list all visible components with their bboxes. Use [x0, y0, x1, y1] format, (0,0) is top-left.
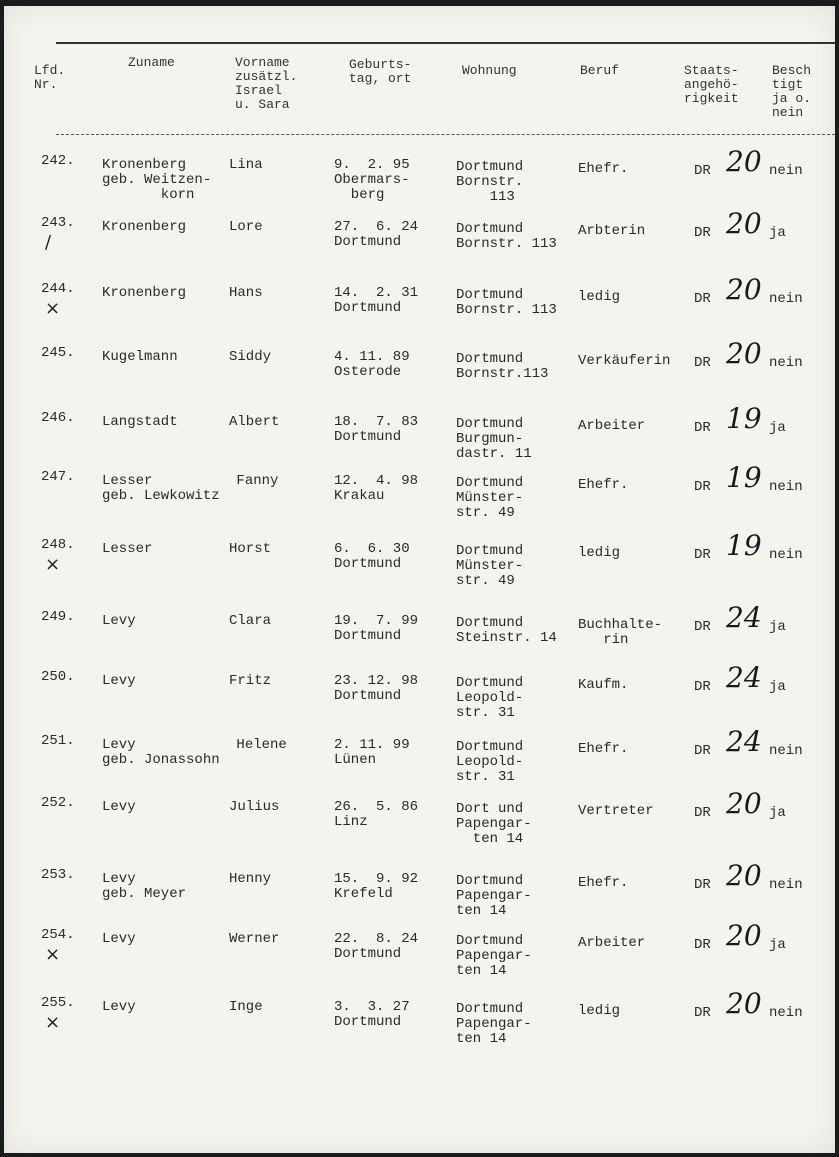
citizenship-cell: DR	[694, 1005, 711, 1021]
entry-number: 252.	[41, 795, 75, 811]
firstname-cell: Julius	[229, 799, 280, 815]
surname-cell: Levy	[102, 931, 136, 947]
entry-number: 242.	[41, 153, 75, 169]
cross-mark: ×	[45, 944, 61, 965]
handwritten-number: 19	[726, 529, 762, 562]
citizenship-cell: DR	[694, 355, 711, 371]
handwritten-number: 20	[726, 145, 762, 178]
handwritten-number: 20	[726, 919, 762, 952]
surname-cell: Lesser Fanny geb. Lewkowitz	[102, 473, 279, 504]
table-row	[4, 207, 835, 276]
address-cell: Dortmund Steinstr. 14	[456, 615, 557, 646]
handwritten-number: 20	[726, 987, 762, 1020]
birth-cell: 14. 2. 31 Dortmund	[334, 285, 419, 316]
header-bottom-rule	[56, 134, 835, 135]
address-cell: Dortmund Bornstr. 113	[456, 221, 557, 252]
entry-number: 255.	[41, 995, 75, 1011]
surname-cell: Kronenberg	[102, 285, 187, 301]
entry-number: 248.	[41, 537, 75, 553]
occupation-cell: Buchhalte- rin	[578, 617, 663, 648]
employed-cell: ja	[769, 619, 786, 635]
header-geburt: Geburts- tag, ort	[349, 57, 412, 86]
table-row	[4, 529, 835, 598]
handwritten-number: 19	[726, 461, 762, 494]
address-cell: Dortmund Burgmun- dastr. 11	[456, 416, 532, 462]
birth-cell: 22. 8. 24 Dortmund	[334, 931, 419, 962]
occupation-cell: Ehefr.	[578, 477, 629, 493]
address-cell: Dortmund Bornstr.113	[456, 351, 549, 382]
employed-cell: ja	[769, 937, 786, 953]
header-wohnung: Wohnung	[462, 63, 517, 78]
birth-cell: 6. 6. 30 Dortmund	[334, 541, 410, 572]
employed-cell: ja	[769, 679, 786, 695]
employed-cell: nein	[769, 743, 803, 759]
entry-number: 249.	[41, 609, 75, 625]
surname-cell: Levy	[102, 999, 136, 1015]
firstname-cell: Werner	[229, 931, 280, 947]
entry-number: 246.	[41, 410, 75, 426]
citizenship-cell: DR	[694, 937, 711, 953]
employed-cell: nein	[769, 547, 803, 563]
cross-mark: /	[45, 232, 52, 253]
firstname-cell: Henny	[229, 871, 272, 887]
address-cell: Dortmund Papengar- ten 14	[456, 873, 532, 919]
table-row	[4, 987, 835, 1056]
handwritten-number: 20	[726, 787, 762, 820]
occupation-cell: Kaufm.	[578, 677, 629, 693]
surname-cell: Lesser	[102, 541, 153, 557]
handwritten-number: 20	[726, 207, 762, 240]
birth-cell: 18. 7. 83 Dortmund	[334, 414, 419, 445]
firstname-cell: Siddy	[229, 349, 272, 365]
birth-cell: 19. 7. 99 Dortmund	[334, 613, 419, 644]
address-cell: Dortmund Leopold- str. 31	[456, 675, 524, 721]
cross-mark: ×	[45, 1012, 61, 1033]
firstname-cell: Hans	[229, 285, 263, 301]
header-besch: Besch tigt ja o. nein	[772, 63, 812, 120]
occupation-cell: Arbeiter	[578, 935, 646, 951]
address-cell: Dortmund Papengar- ten 14	[456, 933, 532, 979]
birth-cell: 26. 5. 86 Linz	[334, 799, 419, 830]
citizenship-cell: DR	[694, 225, 711, 241]
address-cell: Dortmund Bornstr. 113	[456, 159, 524, 205]
table-row	[4, 787, 835, 856]
birth-cell: 4. 11. 89 Osterode	[334, 349, 410, 380]
entry-number: 254.	[41, 927, 75, 943]
table-row	[4, 725, 835, 794]
handwritten-number: 20	[726, 337, 762, 370]
address-cell: Dortmund Münster- str. 49	[456, 475, 524, 521]
surname-cell: Levy geb. Meyer	[102, 871, 187, 902]
firstname-cell: Lina	[229, 157, 263, 173]
citizenship-cell: DR	[694, 679, 711, 695]
handwritten-number: 19	[726, 402, 762, 435]
document-page	[4, 6, 835, 1153]
citizenship-cell: DR	[694, 805, 711, 821]
citizenship-cell: DR	[694, 291, 711, 307]
address-cell: Dortmund Leopold- str. 31	[456, 739, 524, 785]
table-row	[4, 461, 835, 530]
entry-number: 244.	[41, 281, 75, 297]
occupation-cell: Ehefr.	[578, 161, 629, 177]
occupation-cell: Ehefr.	[578, 741, 629, 757]
birth-cell: 15. 9. 92 Krefeld	[334, 871, 419, 902]
firstname-cell: Fritz	[229, 673, 272, 689]
citizenship-cell: DR	[694, 619, 711, 635]
handwritten-number: 24	[726, 661, 762, 694]
header-staat: Staats- angehö- rigkeit	[684, 63, 739, 106]
surname-cell: Levy	[102, 613, 136, 629]
header-top-rule	[56, 42, 835, 44]
table-row	[4, 402, 835, 471]
entry-number: 253.	[41, 867, 75, 883]
surname-cell: Kugelmann	[102, 349, 178, 365]
employed-cell: nein	[769, 291, 803, 307]
citizenship-cell: DR	[694, 547, 711, 563]
surname-cell: Levy	[102, 673, 136, 689]
surname-cell: Kronenberg geb. Weitzen- korn	[102, 157, 212, 203]
birth-cell: 3. 3. 27 Dortmund	[334, 999, 410, 1030]
firstname-cell: Lore	[229, 219, 263, 235]
handwritten-number: 20	[726, 859, 762, 892]
header-zuname: Zuname	[128, 55, 175, 70]
table-row	[4, 661, 835, 730]
header-beruf: Beruf	[580, 63, 620, 78]
citizenship-cell: DR	[694, 163, 711, 179]
employed-cell: nein	[769, 877, 803, 893]
occupation-cell: Arbterin	[578, 223, 646, 239]
table-row	[4, 919, 835, 988]
header-vorname: Vorname zusätzl. Israel u. Sara	[235, 55, 298, 112]
entry-number: 251.	[41, 733, 75, 749]
birth-cell: 12. 4. 98 Krakau	[334, 473, 419, 504]
occupation-cell: Verkäuferin	[578, 353, 671, 369]
occupation-cell: Vertreter	[578, 803, 654, 819]
address-cell: Dortmund Münster- str. 49	[456, 543, 524, 589]
table-row	[4, 859, 835, 928]
employed-cell: nein	[769, 1005, 803, 1021]
cross-mark: ×	[45, 554, 61, 575]
occupation-cell: ledig	[578, 1003, 621, 1019]
table-row	[4, 337, 835, 406]
birth-cell: 2. 11. 99 Lünen	[334, 737, 410, 768]
citizenship-cell: DR	[694, 743, 711, 759]
address-cell: Dort und Papengar- ten 14	[456, 801, 532, 847]
surname-cell: Kronenberg	[102, 219, 187, 235]
citizenship-cell: DR	[694, 420, 711, 436]
entry-number: 243.	[41, 215, 75, 231]
birth-cell: 9. 2. 95 Obermars- berg	[334, 157, 410, 203]
address-cell: Dortmund Papengar- ten 14	[456, 1001, 532, 1047]
entry-number: 247.	[41, 469, 75, 485]
firstname-cell: Horst	[229, 541, 272, 557]
cross-mark: ×	[45, 298, 61, 319]
occupation-cell: Ehefr.	[578, 875, 629, 891]
table-row	[4, 273, 835, 342]
handwritten-number: 20	[726, 273, 762, 306]
firstname-cell: Clara	[229, 613, 272, 629]
header-lfd: Lfd. Nr.	[34, 63, 66, 92]
employed-cell: ja	[769, 420, 786, 436]
table-row	[4, 145, 835, 214]
handwritten-number: 24	[726, 725, 762, 758]
handwritten-number: 24	[726, 601, 762, 634]
occupation-cell: ledig	[578, 545, 621, 561]
birth-cell: 23. 12. 98 Dortmund	[334, 673, 419, 704]
firstname-cell: Inge	[229, 999, 263, 1015]
address-cell: Dortmund Bornstr. 113	[456, 287, 557, 318]
entry-number: 250.	[41, 669, 75, 685]
employed-cell: nein	[769, 479, 803, 495]
employed-cell: ja	[769, 225, 786, 241]
occupation-cell: ledig	[578, 289, 621, 305]
entry-number: 245.	[41, 345, 75, 361]
employed-cell: nein	[769, 163, 803, 179]
citizenship-cell: DR	[694, 479, 711, 495]
surname-cell: Levy	[102, 799, 136, 815]
surname-cell: Langstadt	[102, 414, 178, 430]
employed-cell: ja	[769, 805, 786, 821]
firstname-cell: Albert	[229, 414, 280, 430]
surname-cell: Levy Helene geb. Jonassohn	[102, 737, 287, 768]
occupation-cell: Arbeiter	[578, 418, 646, 434]
employed-cell: nein	[769, 355, 803, 371]
citizenship-cell: DR	[694, 877, 711, 893]
birth-cell: 27. 6. 24 Dortmund	[334, 219, 419, 250]
table-row	[4, 601, 835, 670]
